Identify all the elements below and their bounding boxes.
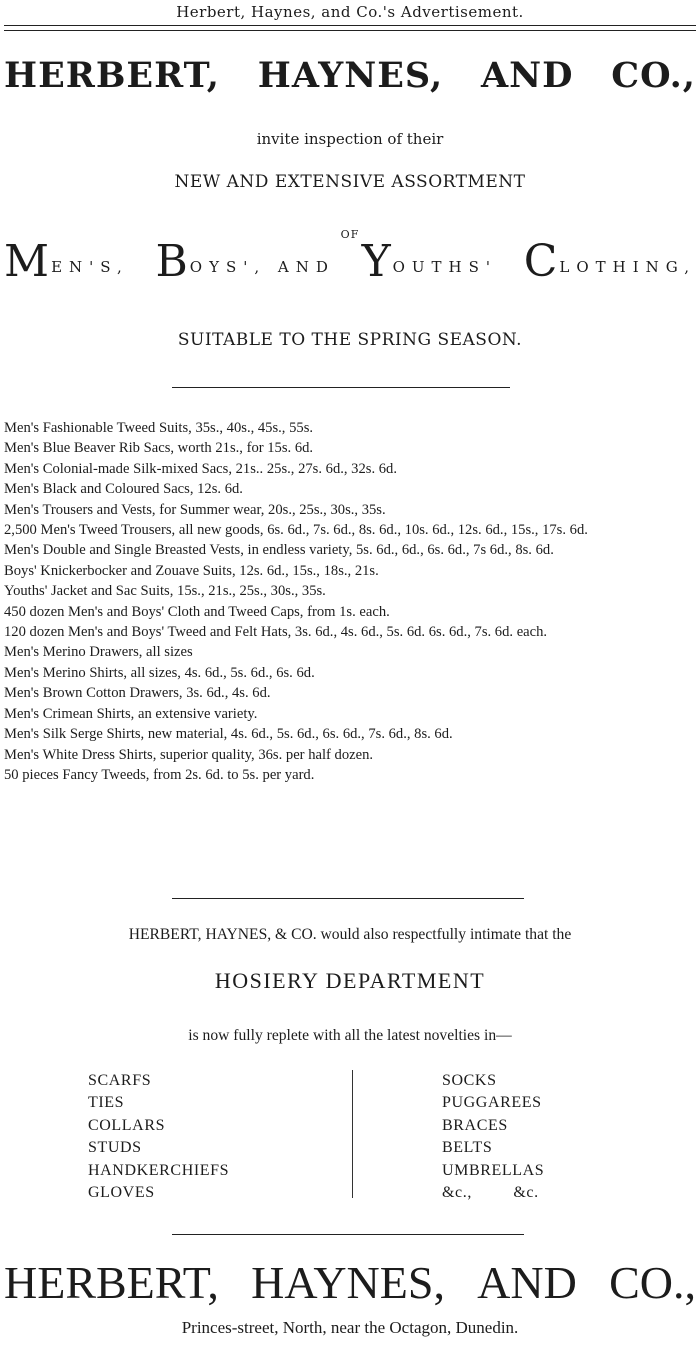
hosiery-items-right bbox=[442, 1070, 544, 1204]
hosiery-item: UMBRELLAS bbox=[442, 1161, 545, 1179]
price-list-item: Men's Double and Single Breasted Vests, in endless variety, 5s. 6d., 6d., 6s. 6d., 7s 6d., 8s. 6d. bbox=[4, 542, 554, 559]
footer-word: AND bbox=[477, 1257, 577, 1308]
heading-word: HAYNES, bbox=[257, 55, 444, 96]
price-list-item: 450 dozen Men's and Boys' Cloth and Tweed Caps, from 1s. each. bbox=[4, 603, 390, 620]
price-list-item: Men's Trousers and Vests, for Summer wear, 20s., 25s., 30s., 35s. bbox=[4, 501, 386, 518]
hosiery-heading: HOSIERY DEPARTMENT bbox=[214, 968, 486, 993]
hosiery-item: SOCKS bbox=[442, 1072, 497, 1089]
section-divider bbox=[172, 898, 524, 899]
price-list-item: Men's Crimean Shirts, an extensive variety. bbox=[4, 705, 258, 722]
price-list-item: Men's Merino Shirts, all sizes, 4s. 6d., 5s. 6d., 6s. 6d. bbox=[4, 664, 315, 681]
clothing-rest: EN'S, bbox=[51, 258, 129, 276]
hosiery-item: GLOVES bbox=[88, 1184, 155, 1202]
invite-line: invite inspection of their bbox=[256, 130, 444, 148]
hosiery-item: BELTS bbox=[442, 1139, 493, 1157]
footer-firm-name bbox=[4, 1257, 696, 1309]
clothing-initial: C bbox=[523, 236, 558, 287]
address-line: Princes-street, North, near the Octagon, Dunedin. bbox=[181, 1318, 519, 1337]
firm-heading bbox=[4, 56, 696, 96]
hosiery-item: STUDS bbox=[88, 1139, 142, 1157]
running-head: Herbert, Haynes, and Co.'s Advertisement. bbox=[176, 3, 524, 21]
section-divider bbox=[172, 387, 510, 388]
clothing-initial: B bbox=[155, 236, 188, 287]
intimate-line: HERBERT, HAYNES, & CO. would also respectfully intimate that the bbox=[128, 926, 572, 943]
price-list-item: Men's Fashionable Tweed Suits, 35s., 40s., 45s., 55s. bbox=[4, 420, 314, 436]
price-list bbox=[4, 418, 696, 785]
heading-word: AND bbox=[480, 55, 574, 96]
heading-word: HERBERT, bbox=[4, 55, 220, 96]
footer-word: HERBERT, bbox=[4, 1257, 219, 1308]
hosiery-items-left bbox=[88, 1070, 229, 1204]
section-divider bbox=[172, 1234, 524, 1235]
clothing-initial: Y bbox=[361, 236, 391, 287]
price-list-item: Men's White Dress Shirts, superior quality, 36s. per half dozen. bbox=[4, 746, 374, 763]
price-list-item: Men's Brown Cotton Drawers, 3s. 6d., 4s. 6d. bbox=[4, 685, 271, 702]
clothing-word bbox=[523, 236, 696, 287]
hosiery-item: &c., &c. bbox=[442, 1184, 539, 1202]
header-double-rule bbox=[4, 25, 696, 31]
clothing-rest: LOTHING, bbox=[559, 258, 696, 276]
price-list-item: Men's Colonial-made Silk-mixed Sacs, 21s.. 25s., 27s. 6d., 32s. 6d. bbox=[4, 460, 397, 477]
hosiery-item: COLLARS bbox=[88, 1116, 166, 1134]
price-list-item: Boys' Knickerbocker and Zouave Suits, 12s. 6d., 15s., 18s., 21s. bbox=[4, 562, 379, 579]
clothing-word bbox=[361, 236, 498, 287]
replete-line: is now fully replete with all the latest novelties in— bbox=[188, 1027, 512, 1044]
heading-word: CO., bbox=[611, 55, 696, 96]
clothing-line bbox=[4, 236, 696, 287]
price-list-item: Men's Silk Serge Shirts, new material, 4s. 6d., 5s. 6d., 6s. 6d., 7s. 6d., 8s. 6d. bbox=[4, 726, 453, 743]
price-list-item: Men's Black and Coloured Sacs, 12s. 6d. bbox=[4, 481, 243, 498]
hosiery-item: TIES bbox=[88, 1094, 125, 1112]
clothing-rest: OUTHS' bbox=[392, 258, 498, 276]
price-list-item: 2,500 Men's Tweed Trousers, all new goods, 6s. 6d., 7s. 6d., 8s. 6d., 10s. 6d., 12s. 6d., 15s., 17s. 6d. bbox=[4, 522, 588, 539]
price-list-item: Youths' Jacket and Sac Suits, 15s., 21s., 25s., 30s., 35s. bbox=[4, 583, 326, 600]
footer-word: CO., bbox=[609, 1257, 696, 1308]
price-list-item: Men's Merino Drawers, all sizes bbox=[4, 644, 193, 661]
clothing-word bbox=[4, 236, 129, 287]
hosiery-item: HANDKERCHIEFS bbox=[88, 1161, 230, 1179]
hosiery-item: SCARFS bbox=[88, 1072, 152, 1089]
footer-word: HAYNES, bbox=[251, 1257, 445, 1308]
clothing-initial: M bbox=[4, 236, 50, 287]
price-list-item: Men's Blue Beaver Rib Sacs, worth 21s., for 15s. 6d. bbox=[4, 440, 314, 457]
hosiery-item: PUGGAREES bbox=[442, 1094, 542, 1112]
clothing-word bbox=[155, 236, 335, 287]
clothing-rest: OYS', AND bbox=[189, 258, 335, 276]
price-list-item: 120 dozen Men's and Boys' Tweed and Felt Hats, 3s. 6d., 4s. 6d., 5s. 6d. 6s. 6d., 7s. 6d. each. bbox=[4, 624, 548, 641]
price-list-item: 50 pieces Fancy Tweeds, from 2s. 6d. to 5s. per yard. bbox=[4, 766, 315, 783]
column-divider bbox=[352, 1070, 353, 1198]
season-line: SUITABLE TO THE SPRING SEASON. bbox=[177, 330, 523, 350]
hosiery-item: BRACES bbox=[442, 1116, 508, 1134]
assortment-line: NEW AND EXTENSIVE ASSORTMENT bbox=[174, 172, 526, 192]
of-line: OF bbox=[340, 228, 360, 241]
